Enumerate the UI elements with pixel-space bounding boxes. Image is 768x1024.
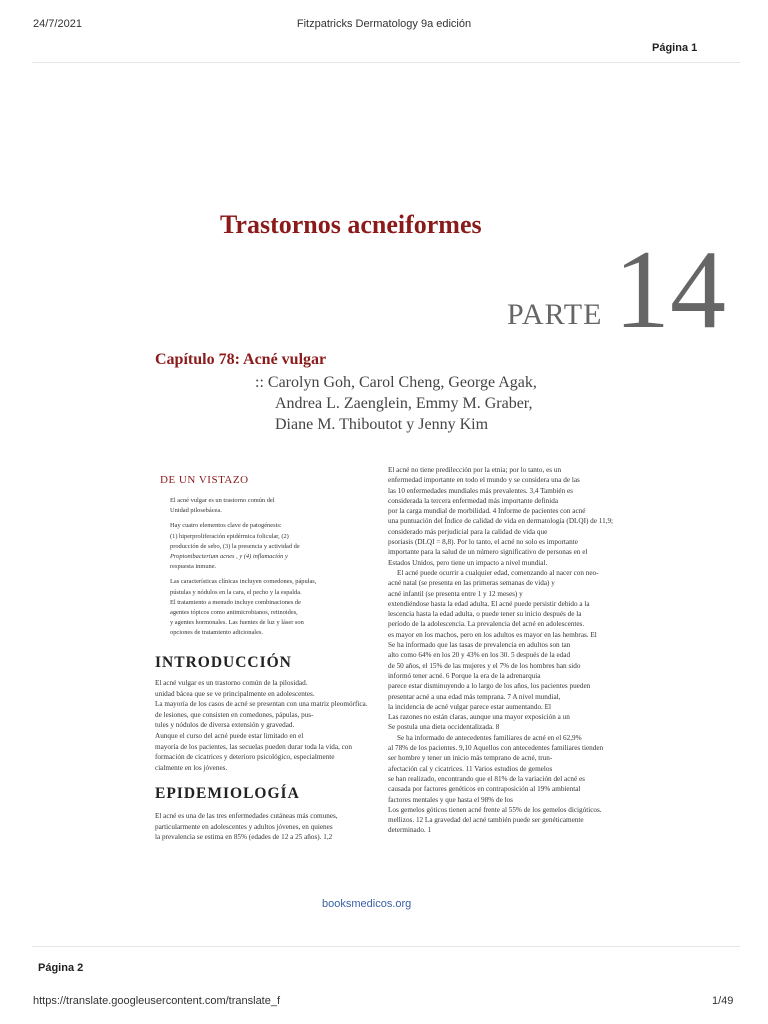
text-line: afectación cal y cicatrices. 11 Varios estudios de gemelos (388, 764, 553, 773)
text-line: ser hombre y tener un inicio más temprano de acné, trun- (388, 754, 553, 763)
text-line: acné natal (se presenta en las primeras semanas de vida) y (388, 579, 555, 588)
right-column-text (388, 465, 613, 836)
glance-line: Unidad pilosebácea. (170, 507, 222, 515)
text-line: por la carga mundial de morbilidad. 4 Informe de pacientes con acné (388, 507, 586, 516)
text-line: las 10 enfermedades mundiales más prevalentes. 3,4 También es (388, 486, 573, 495)
text-line: al 78% de los pacientes. 9,10 Aquellos con antecedentes familiares tienden (388, 744, 604, 753)
glance-line: y agentes hormonales. Las fuentes de luz y láser son (170, 619, 304, 627)
text-line: cialmente en los jóvenes. (155, 763, 228, 772)
text-line: Estados Unidos, pero tiene un impacto a nivel mundial. (388, 558, 548, 567)
text-line: Aunque el curso del acné puede estar limitado en el (155, 731, 304, 740)
page-divider-top (32, 62, 740, 63)
text-line: El acné no tiene predilección por la etnia; por lo tanto, es un (388, 466, 562, 474)
glance-line: opciones de tratamiento adicionales. (170, 629, 263, 637)
text-line: La mayoría de los casos de acné se presentan con una matriz pleomórfica. (155, 700, 368, 709)
glance-line: El acné vulgar es un trastorno común del (170, 497, 275, 504)
heading-introduccion: INTRODUCCIÓN (155, 654, 292, 671)
print-page-count: 1/49 (712, 995, 734, 1007)
text-line: considerada la tercera enfermedad más importante definida (388, 496, 559, 505)
text-line: unidad bácea que se ve principalmente en adolescentes. (155, 689, 315, 698)
page-divider-bottom (32, 946, 740, 947)
part-number: 14 (614, 228, 726, 352)
text-line: formación de cicatrices y deterioro psicológico, especialmente (155, 753, 335, 762)
author-line: :: Carolyn Goh, Carol Cheng, George Agak, (255, 374, 537, 391)
glance-line: Propionibacterium acnes , y (4) inflamación y (170, 553, 288, 561)
text-line: importante para la salud de un número significativo de personas en el (388, 548, 588, 557)
text-line: extendiéndose hasta la edad adulta. El acné puede persistir debido a la (388, 599, 590, 608)
text-line: es mayor en los machos, pero en los adultos es mayor en las hembras. El (388, 630, 597, 639)
part-label: PARTE (507, 298, 603, 331)
text-line: considerado más perjudicial para la calidad de vida que (388, 527, 548, 536)
text-line: determinado. 1 (388, 826, 432, 835)
glance-line: (1) hiperproliferación epidérmica folicular, (2) (170, 532, 289, 540)
text-line: El acné es una de las tres enfermedades cutáneas más comunes, (155, 812, 338, 820)
text-line: la incidencia de acné vulgar parece estar aumentando. El (388, 702, 552, 711)
page-label-top: Página 1 (652, 42, 698, 54)
glance-line: El tratamiento a menudo incluye combinaciones de (170, 598, 301, 606)
text-line: se han realizado, encontrando que el 81% de la variación del acné es (388, 774, 585, 783)
text-line: parece estar disminuyendo a lo largo de los años, los pacientes pueden (388, 682, 591, 691)
booksmedicos-link[interactable]: booksmedicos.org (322, 898, 412, 910)
text-line: El acné puede ocurrir a cualquier edad, comenzando al nacer con neo- (388, 568, 599, 577)
text-line: Los gemelos góticos tienen acné frente al 55% de los gemelos dicigóticos. (388, 805, 602, 814)
epidemiologia-text (155, 811, 338, 843)
at-a-glance-title: DE UN VISTAZO (160, 474, 249, 486)
text-line: causada por factores genéticos en contraposición al 19% ambiental (388, 785, 581, 794)
glance-line: respuesta inmune. (170, 563, 217, 571)
text-line: mayoría de los pacientes, las secuelas pueden durar toda la vida, con (155, 742, 352, 751)
introduccion-text (155, 678, 368, 773)
page-label-bottom: Página 2 (38, 962, 84, 974)
text-line: informó tener acné. 6 Porque la era de la adrenarquia (388, 671, 541, 680)
chapter-title: Capítulo 78: Acné vulgar (155, 351, 327, 368)
text-line: presentar acné a una edad más temprana. 7 A nivel mundial, (388, 692, 561, 701)
text-line: Se postula una dieta occidentalizada. 8 (388, 723, 500, 732)
print-url: https://translate.googleusercontent.com/translate_f (33, 995, 281, 1007)
text-line: psoriasis (DLQI = 8,8). Por lo tanto, el acné no solo es importante (388, 538, 578, 547)
text-line: tules y nódulos de diversa extensión y gravedad. (155, 721, 295, 730)
print-doc-title: Fitzpatricks Dermatology 9a edición (296, 18, 472, 30)
glance-line: agentes tópicos como antimicrobianos, retinoides, (170, 609, 298, 617)
text-line: de lesiones, que consisten en comedones, pápulas, pus- (155, 710, 314, 719)
text-line: El acné vulgar es un trastorno común de la pilosidad. (155, 679, 308, 687)
print-date: 24/7/2021 (33, 18, 82, 30)
author-line: Diane M. Thiboutot y Jenny Kim (275, 416, 489, 433)
text-line: la prevalencia se estima en 85% (edades de 12 a 25 años). 1,2 (155, 833, 333, 842)
glance-line: pústulas y nódulos en la cara, el pecho y la espalda. (170, 588, 302, 596)
text-line: lescencia hasta la edad adulta, o puede tener su inicio después de la (388, 610, 582, 619)
at-a-glance-content (170, 496, 316, 639)
text-line: particularmente en adolescentes y adultos jóvenes, en quienes (155, 822, 333, 831)
heading-epidemiologia: EPIDEMIOLOGÍA (155, 785, 300, 802)
text-line: Se ha informado que las tasas de prevalencia en adultos son tan (388, 641, 571, 650)
chapter-authors (255, 372, 537, 435)
text-line: de 50 años, el 15% de las mujeres y el 7% de los hombres han sido (388, 661, 581, 670)
text-line: enfermedad importante en todo el mundo y se considera una de las (388, 476, 580, 485)
text-line: período de la adolescencia. La prevalencia del acné en adolescentes. (388, 620, 585, 629)
glance-line: Hay cuatro elementos clave de patogénesis: (170, 522, 282, 530)
author-line: Andrea L. Zaenglein, Emmy M. Graber, (275, 395, 533, 412)
text-line: factores mentales y que hasta el 98% de los (388, 795, 513, 804)
text-line: alto como 64% en los 20 y 43% en los 30. 5 después de la edad (388, 651, 571, 660)
text-line: Se ha informado de antecedentes familiares de acné en el 62,9% (388, 733, 582, 742)
text-line: mellizos. 12 La gravedad del acné también puede ser genéticamente (388, 816, 584, 825)
text-line: acné infantil (se presenta entre 1 y 12 meses) y (388, 589, 523, 598)
part-title: Trastornos acneiformes (220, 210, 482, 239)
glance-line: Las características clínicas incluyen comedones, pápulas, (170, 578, 317, 586)
glance-line: producción de sebo, (3) la presencia y actividad de (170, 542, 300, 550)
text-line: una puntuación del Índice de calidad de vida en dermatología (DLQI) de 11,9; (388, 517, 614, 526)
text-line: Las razones no están claras, aunque una mayor exposición a un (388, 713, 570, 722)
